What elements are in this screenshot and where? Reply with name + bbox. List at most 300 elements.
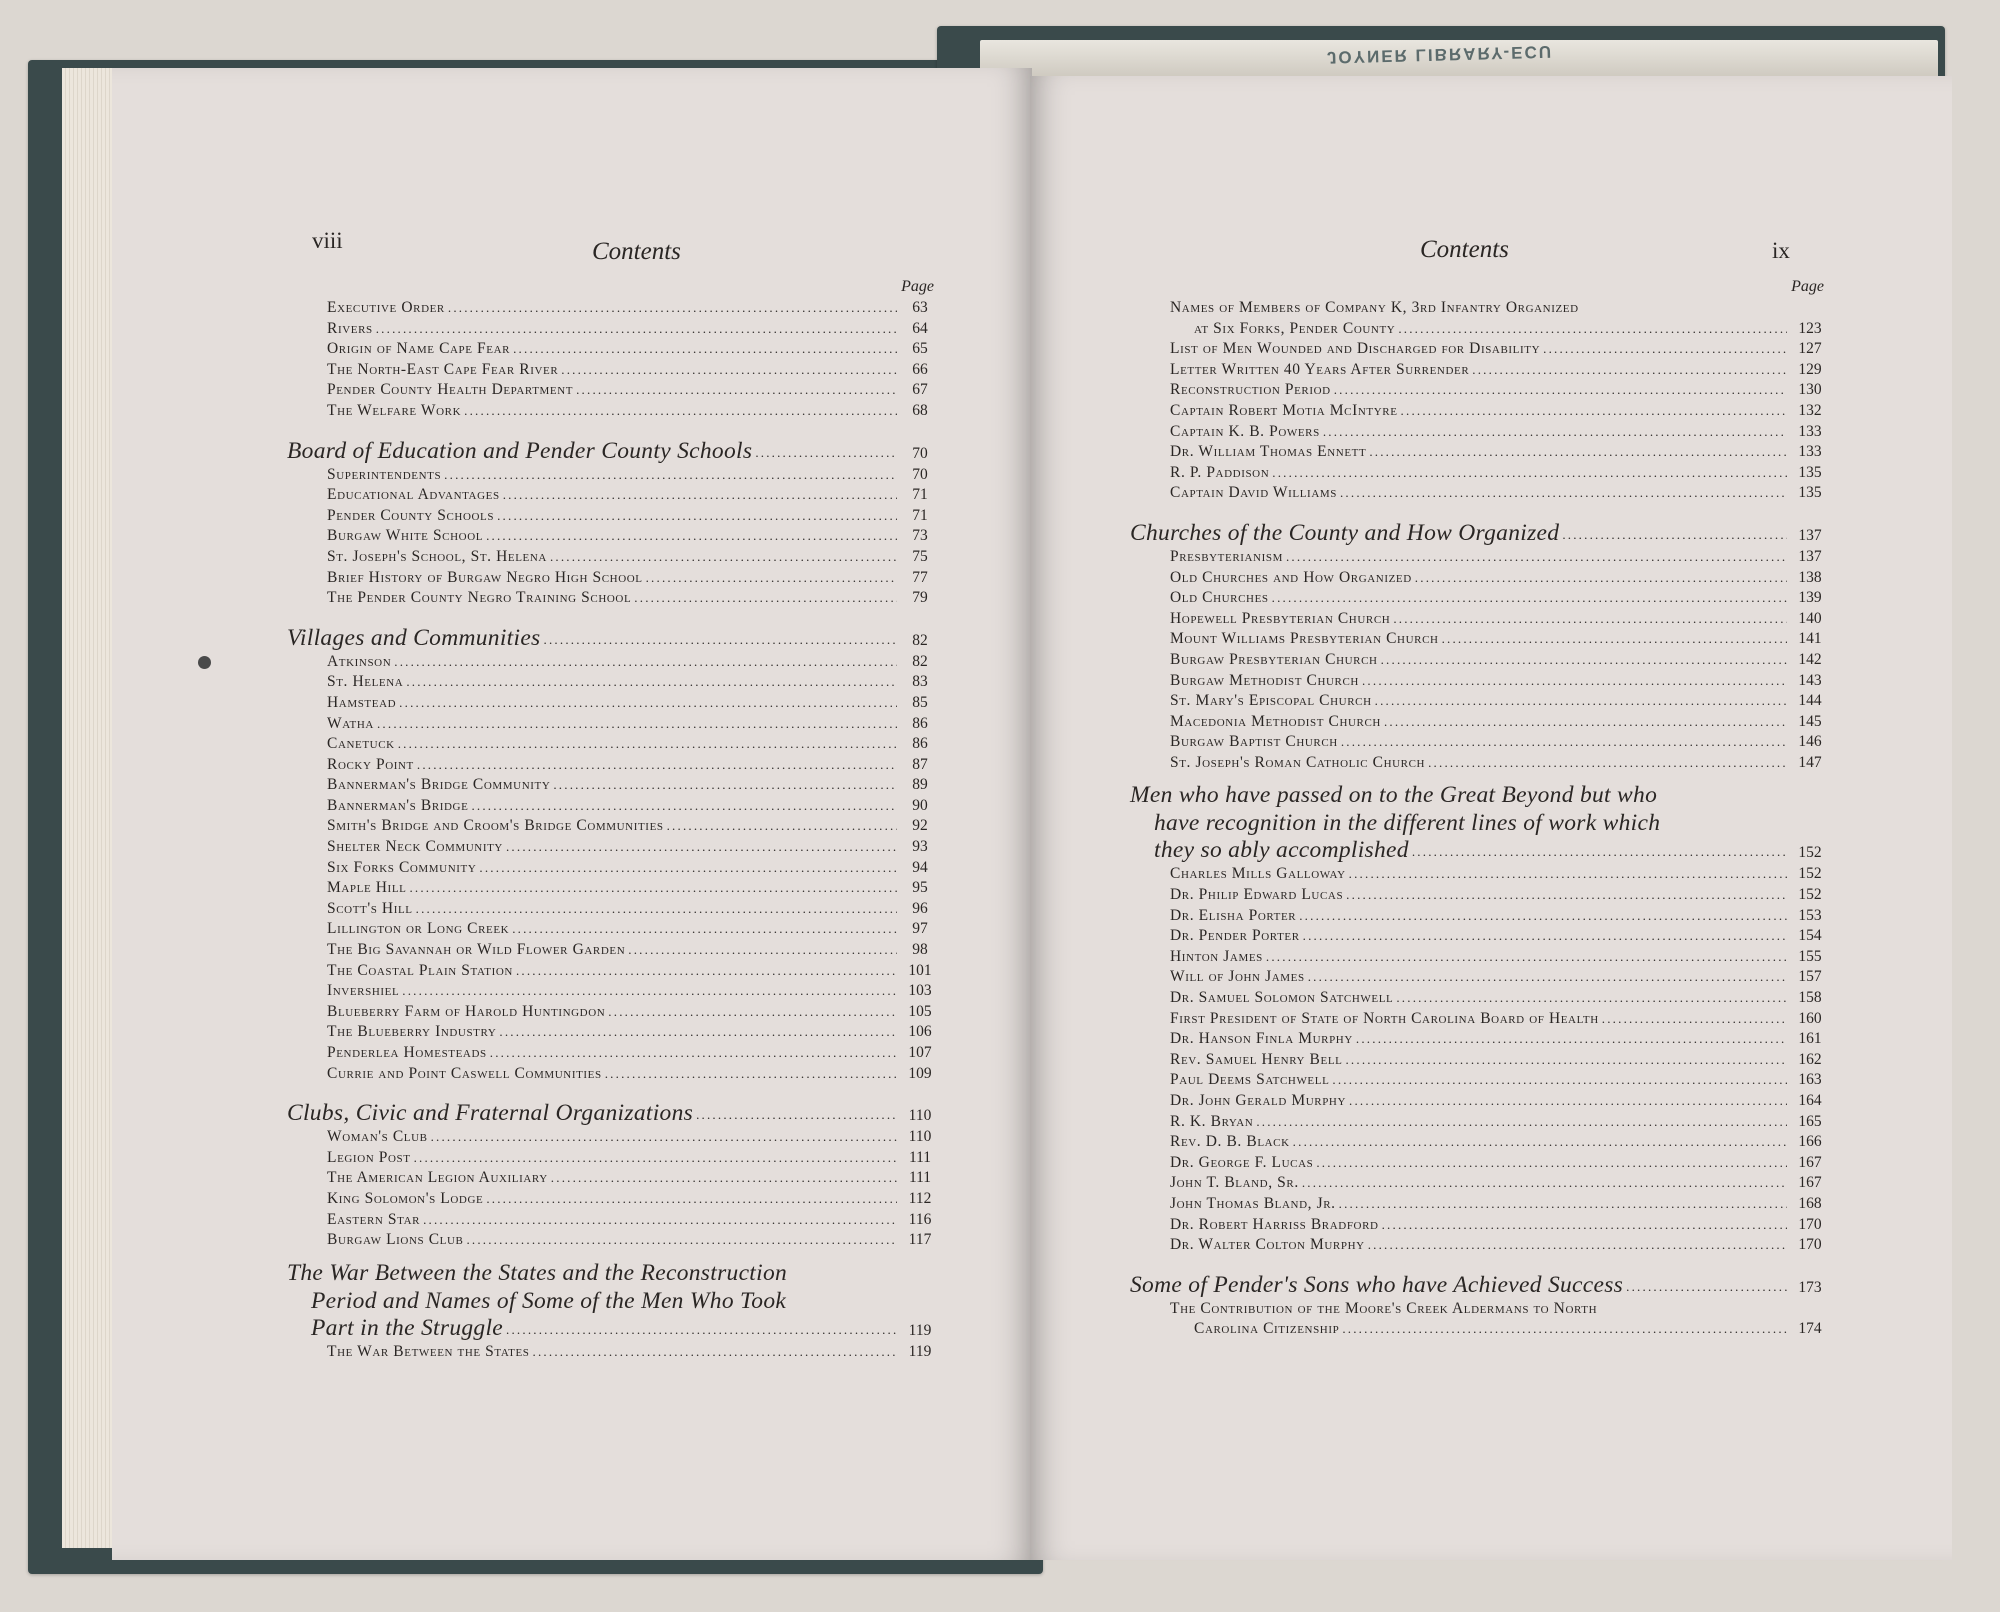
toc-entry: [287, 1148, 940, 1169]
left-page: [112, 68, 1032, 1560]
leader-dots: [544, 632, 897, 648]
toc-entry: [287, 339, 940, 360]
leader-dots: [399, 693, 897, 714]
toc-entry-page: 155: [1798, 947, 1822, 965]
toc-entry-title: Smith's Bridge and Croom's Bridge Communities: [327, 817, 664, 835]
toc-entry: [1130, 906, 1830, 927]
toc-entry-page: 139: [1798, 589, 1822, 607]
page-number-right: ix: [1772, 238, 1790, 263]
section-page: 110: [908, 1107, 932, 1125]
toc-entry-title: St. Helena: [327, 673, 404, 691]
toc-entry: [1130, 380, 1830, 401]
toc-entry-title: St. Joseph's School, St. Helena: [327, 547, 547, 565]
leader-dots: [516, 961, 897, 982]
toc-entry-page: 141: [1798, 630, 1822, 648]
toc-entry: [1130, 1153, 1830, 1174]
leader-dots: [1375, 691, 1787, 712]
toc-entry-title: R. K. Bryan: [1170, 1112, 1254, 1130]
toc-entry: [1130, 319, 1830, 340]
leader-dots: [406, 672, 897, 693]
toc-entry: [287, 734, 940, 755]
toc-entry-page: 82: [912, 652, 928, 670]
toc-entry: [1130, 1235, 1830, 1256]
toc-entry-page: 157: [1798, 968, 1822, 986]
toc-entry-title: Names of Members of Company K, 3rd Infantry Organized: [1170, 299, 1579, 316]
toc-entry: [287, 485, 940, 506]
toc-entry-title: The Blueberry Industry: [327, 1023, 497, 1041]
toc-entry-title: Reconstruction Period: [1170, 381, 1331, 399]
toc-entry-page: 158: [1798, 989, 1822, 1007]
section-page: 70: [912, 444, 928, 462]
toc-entry: [287, 899, 940, 920]
toc-entry-page: 119: [908, 1342, 932, 1360]
leader-dots: [667, 816, 897, 837]
toc-entry-title: Origin of Name Cape Fear: [327, 340, 511, 358]
toc-entry-page: 86: [912, 735, 928, 753]
toc-entry-page: 137: [1798, 547, 1822, 565]
toc-entry-title: Dr. Robert Harriss Bradford: [1170, 1215, 1379, 1233]
toc-entry-title: Dr. George F. Lucas: [1170, 1153, 1314, 1171]
toc-entry-page: 164: [1798, 1092, 1822, 1109]
section-title-line: Men who have passed on to the Great Beyond but who: [1130, 782, 1658, 809]
toc-entry: [287, 1210, 940, 1231]
leader-dots: [409, 878, 897, 899]
toc-entry-title: Scott's Hill: [327, 899, 413, 917]
toc-entry-title: Burgaw Presbyterian Church: [1170, 650, 1378, 668]
toc-entry-title: John Thomas Bland, Jr.: [1170, 1194, 1336, 1212]
leader-dots: [1316, 1153, 1787, 1174]
toc-entry-title: The North-East Cape Fear River: [327, 360, 559, 378]
toc-entry-title: Burgaw Lions Club: [327, 1231, 464, 1249]
leader-dots: [1266, 947, 1787, 968]
section-title: [287, 1093, 940, 1127]
toc-entry: [1130, 988, 1830, 1009]
toc-entry: [287, 547, 940, 568]
leader-dots: [634, 588, 897, 609]
leader-dots: [1302, 1173, 1787, 1194]
toc-entry: [287, 1230, 940, 1251]
toc-entry-page: 132: [1798, 401, 1822, 419]
toc-entry-title: The Welfare Work: [327, 401, 462, 419]
toc-entry: [1130, 1009, 1830, 1030]
toc-entry: [1130, 864, 1830, 885]
toc-entry-title: Hamstead: [327, 693, 397, 711]
toc-entry-page: 129: [1798, 360, 1822, 378]
toc-entry-page: 110: [908, 1128, 932, 1146]
toc-entry-title: R. P. Paddison: [1170, 463, 1270, 481]
toc-entry-page: 63: [912, 299, 928, 316]
toc-entry-page: 68: [912, 401, 928, 419]
leader-dots: [1293, 1132, 1787, 1153]
toc-entry: [1130, 339, 1830, 360]
toc-entry-title: Superintendents: [327, 465, 442, 483]
toc-entry-page: 130: [1798, 381, 1822, 399]
leader-dots: [1345, 1050, 1787, 1071]
toc-entry: [1130, 422, 1830, 443]
section-title-line: The War Between the States and the Reconstruction: [287, 1259, 788, 1286]
toc-entry-page: 71: [912, 486, 928, 504]
leader-dots: [1342, 1319, 1787, 1340]
leader-dots: [499, 1022, 897, 1043]
leader-dots: [490, 1043, 897, 1064]
toc-entry-page: 97: [912, 920, 928, 938]
leader-dots: [448, 298, 897, 319]
toc-entry-title: Burgaw Methodist Church: [1170, 671, 1359, 689]
toc-entry: [287, 837, 940, 858]
toc-entry-title: Blueberry Farm of Harold Huntingdon: [327, 1002, 606, 1020]
toc-entry-page: 64: [912, 319, 928, 337]
toc-entry: [287, 981, 940, 1002]
library-stamp: JOYNER LIBRARY-ECU: [1326, 42, 1554, 67]
toc-entry-title: Atkinson: [327, 652, 392, 670]
toc-entry-title: Dr. Elisha Porter: [1170, 906, 1297, 924]
toc-entry-page: 65: [912, 340, 928, 358]
leader-dots: [1303, 926, 1787, 947]
toc-entry-page: 135: [1798, 463, 1822, 481]
toc-entry-page: 96: [912, 899, 928, 917]
toc-entry: [1130, 1132, 1830, 1153]
section-page: 82: [912, 631, 928, 649]
toc-entry: [1130, 629, 1830, 650]
toc-entry-page: 167: [1798, 1174, 1822, 1192]
leader-dots: [1401, 401, 1787, 422]
section-page: 119: [908, 1321, 932, 1339]
toc-entry: [1130, 1194, 1830, 1215]
leader-dots: [402, 981, 897, 1002]
toc-entry-page: 161: [1798, 1030, 1822, 1048]
toc-entry-title: First President of State of North Carolina Board of Health: [1170, 1009, 1599, 1027]
toc-entry: [1130, 1091, 1830, 1112]
toc-entry: [287, 919, 940, 940]
leader-dots: [561, 360, 897, 381]
leader-dots: [486, 1189, 897, 1210]
toc-entry-title: Dr. William Thomas Ennett: [1170, 443, 1367, 461]
leader-dots: [376, 319, 897, 340]
toc-entry-title: St. Joseph's Roman Catholic Church: [1170, 753, 1426, 771]
leader-dots: [417, 755, 897, 776]
leader-dots: [608, 1002, 897, 1023]
toc-entry-page: 92: [912, 817, 928, 835]
leader-dots: [506, 837, 897, 858]
toc-entry: [287, 380, 940, 401]
toc-entry-title: List of Men Wounded and Discharged for Disability: [1170, 340, 1541, 358]
toc-entry-title: The Big Savannah or Wild Flower Garden: [327, 941, 626, 959]
toc-entry-title: Dr. Philip Edward Lucas: [1170, 886, 1344, 904]
toc-entry-page: 167: [1798, 1153, 1822, 1171]
toc-entry-page: 174: [1798, 1320, 1822, 1338]
leader-dots: [533, 1342, 897, 1363]
toc-entry: [287, 1064, 940, 1085]
toc-entry-page: 152: [1798, 886, 1822, 904]
toc-entry: [287, 1127, 940, 1148]
toc-entry: [1130, 671, 1830, 692]
toc-entry-title: Invershiel: [327, 982, 400, 1000]
leader-dots: [506, 1322, 897, 1338]
toc-entry: [1130, 753, 1830, 774]
toc-entry-title: Six Forks Community: [327, 858, 477, 876]
toc-entry: [1130, 568, 1830, 589]
leader-dots: [1415, 568, 1787, 589]
leader-dots: [416, 899, 897, 920]
toc-entry-title: Hinton James: [1170, 947, 1263, 965]
toc-entry-page: 85: [912, 693, 928, 711]
toc-entry-title: Dr. Walter Colton Murphy: [1170, 1236, 1365, 1254]
toc-entry: [1130, 401, 1830, 422]
toc-entry-title: Macedonia Methodist Church: [1170, 712, 1381, 730]
section-title-text: Part in the Struggle: [311, 1314, 504, 1341]
section-page: 152: [1798, 844, 1822, 862]
toc-entry-page: 67: [912, 381, 928, 399]
toc-entry: [287, 588, 940, 609]
leader-dots: [550, 547, 897, 568]
leader-dots: [1543, 339, 1787, 360]
toc-entry-page: 168: [1798, 1194, 1822, 1212]
toc-entry: [1130, 967, 1830, 988]
leader-dots: [1442, 629, 1787, 650]
toc-entry-title: Rev. D. B. Black: [1170, 1133, 1290, 1151]
toc-entry: [1130, 1299, 1830, 1320]
toc-entry: [287, 652, 940, 673]
toc-entry-page: 94: [912, 858, 928, 876]
toc-entry: [287, 298, 940, 319]
section-title-line: [1130, 837, 1830, 864]
toc-entry-title: Dr. Hanson Finla Murphy: [1170, 1030, 1353, 1048]
leader-dots: [423, 1210, 897, 1231]
toc-entry-page: 117: [908, 1231, 932, 1249]
toc-entry: [287, 878, 940, 899]
toc-entry-title: St. Mary's Episcopal Church: [1170, 692, 1372, 710]
toc-entry: [1130, 463, 1830, 484]
toc-entry-page: 98: [912, 941, 928, 959]
leader-dots: [576, 380, 897, 401]
toc-entry-title: Brief History of Burgaw Negro High School: [327, 568, 643, 586]
toc-entry-title: Dr. John Gerald Murphy: [1170, 1092, 1347, 1109]
toc-entry: [287, 506, 940, 527]
toc-entry-title: The Coastal Plain Station: [327, 961, 513, 979]
toc-entry-title: Charles Mills Galloway: [1170, 865, 1346, 883]
toc-entry-page: 170: [1798, 1215, 1822, 1233]
toc-right: [1130, 278, 1830, 1340]
toc-entry-page: 71: [912, 506, 928, 524]
leader-dots: [1396, 988, 1787, 1009]
toc-entry: [1130, 360, 1830, 381]
toc-entry: [287, 360, 940, 381]
toc-entry-page: 111: [908, 1148, 932, 1166]
leader-dots: [1272, 588, 1787, 609]
toc-entry-title: Currie and Point Caswell Communities: [327, 1064, 602, 1082]
leader-dots: [1349, 1091, 1787, 1112]
toc-entry: [1130, 588, 1830, 609]
toc-entry-page: 109: [908, 1064, 932, 1082]
leader-dots: [479, 858, 897, 879]
leader-dots: [1472, 360, 1787, 381]
toc-entry-title: Captain Robert Motia McIntyre: [1170, 401, 1398, 419]
toc-entry-page: 153: [1798, 906, 1822, 924]
right-page: [1030, 76, 1952, 1560]
toc-entry-page: 112: [908, 1189, 932, 1207]
toc-entry-title: Executive Order: [327, 299, 445, 316]
toc-entry-page: 86: [912, 714, 928, 732]
toc-entry-page: 142: [1798, 650, 1822, 668]
section-page: 137: [1798, 526, 1822, 544]
leader-dots: [1286, 547, 1787, 568]
toc-entry-title: The American Legion Auxiliary: [327, 1169, 548, 1187]
toc-entry-title: The Pender County Negro Training School: [327, 589, 632, 607]
leader-dots: [1334, 380, 1787, 401]
toc-entry-title: John T. Bland, Sr.: [1170, 1174, 1299, 1192]
toc-entry-page: 144: [1798, 692, 1822, 710]
toc-entry-title: Burgaw White School: [327, 527, 484, 545]
toc-entry: [1130, 298, 1830, 319]
toc-entry: [287, 775, 940, 796]
toc-entry-title: Burgaw Baptist Church: [1170, 733, 1338, 751]
leader-dots: [471, 796, 897, 817]
leader-dots: [1332, 1070, 1787, 1091]
toc-entry: [1130, 947, 1830, 968]
leader-dots: [1412, 844, 1787, 860]
toc-entry: [287, 1022, 940, 1043]
leader-dots: [1602, 1009, 1787, 1030]
toc-entry-page: 107: [908, 1044, 932, 1061]
toc-entry-page: 154: [1798, 927, 1822, 945]
toc-entry-page: 163: [1798, 1071, 1822, 1089]
leader-dots: [466, 1230, 897, 1251]
toc-entry: [1130, 1050, 1830, 1071]
toc-entry-page: 103: [908, 982, 932, 1000]
toc-entry: [1130, 1173, 1830, 1194]
leader-dots: [1341, 732, 1787, 753]
leader-dots: [512, 919, 897, 940]
toc-entry-title: Hopewell Presbyterian Church: [1170, 609, 1391, 627]
section-title-text: they so ably accomplished: [1154, 837, 1409, 864]
toc-entry-page: 87: [912, 755, 928, 773]
toc-entry: [1130, 1215, 1830, 1236]
toc-entry-page: 123: [1798, 319, 1822, 337]
toc-left: [287, 278, 940, 1362]
toc-entry: [287, 1168, 940, 1189]
leader-dots: [1256, 1112, 1787, 1133]
toc-entry: [1130, 926, 1830, 947]
section-title-text: Some of Pender's Sons who have Achieved Success: [1130, 1271, 1624, 1298]
toc-entry: [287, 755, 940, 776]
leader-dots: [1384, 712, 1787, 733]
leader-dots: [1323, 422, 1787, 443]
toc-entry-title: Old Churches: [1170, 589, 1269, 607]
toc-entry-page: 101: [908, 961, 932, 979]
toc-entry-page: 105: [908, 1002, 932, 1020]
section-page: 173: [1798, 1278, 1822, 1296]
leader-dots: [1369, 442, 1787, 463]
section-title-text: Clubs, Civic and Fraternal Organizations: [287, 1100, 694, 1127]
toc-entry-title: Lillington or Long Creek: [327, 920, 510, 938]
section-title: [1130, 513, 1830, 547]
toc-entry-page: 135: [1798, 484, 1822, 502]
leader-dots: [486, 526, 897, 547]
toc-entry-page: 133: [1798, 422, 1822, 440]
toc-entry: [287, 672, 940, 693]
toc-entry-title: Dr. Samuel Solomon Satchwell: [1170, 989, 1394, 1007]
leader-dots: [1626, 1279, 1787, 1295]
leader-dots: [1349, 864, 1787, 885]
section-title: [1130, 781, 1830, 864]
toc-entry: [287, 796, 940, 817]
toc-entry-page: 152: [1798, 865, 1822, 883]
leader-dots: [1562, 527, 1787, 543]
toc-entry-title: Rev. Samuel Henry Bell: [1170, 1050, 1343, 1068]
leader-dots: [628, 940, 897, 961]
leader-dots: [1272, 463, 1787, 484]
section-title-line: have recognition in the different lines of work which: [1154, 810, 1661, 837]
toc-entry-title: at Six Forks, Pender County: [1194, 319, 1396, 337]
toc-entry: [1130, 442, 1830, 463]
leader-dots: [431, 1127, 897, 1148]
toc-entry-page: 75: [912, 547, 928, 565]
toc-entry-page: 95: [912, 879, 928, 897]
toc-entry-title: Rivers: [327, 319, 373, 337]
leader-dots: [377, 714, 897, 735]
toc-entry-title: Presbyterianism: [1170, 547, 1283, 565]
leader-dots: [1428, 753, 1787, 774]
toc-entry-page: 127: [1798, 340, 1822, 358]
toc-entry-page: 165: [1798, 1112, 1822, 1130]
section-title-line: Period and Names of Some of the Men Who Took: [311, 1287, 787, 1314]
section-title: [287, 431, 940, 465]
toc-entry: [287, 961, 940, 982]
toc-entry-page: 73: [912, 527, 928, 545]
toc-entry-page: 116: [908, 1210, 932, 1228]
page-header-right: Contents: [1420, 236, 1509, 263]
leader-dots: [444, 465, 897, 486]
toc-entry-page: 106: [908, 1023, 932, 1041]
toc-entry-title: Educational Advantages: [327, 486, 500, 504]
toc-entry-title: Penderlea Homesteads: [327, 1044, 487, 1061]
toc-entry-title: Watha: [327, 714, 374, 732]
toc-entry-page: 166: [1798, 1133, 1822, 1151]
toc-entry-page: 160: [1798, 1009, 1822, 1027]
toc-entry: [1130, 885, 1830, 906]
toc-entry-page: 147: [1798, 753, 1822, 771]
leader-dots: [398, 734, 897, 755]
leader-dots: [414, 1148, 897, 1169]
toc-entry-title: The Contribution of the Moore's Creek Aldermans to North: [1170, 1299, 1598, 1317]
toc-entry-title: Captain David Williams: [1170, 484, 1337, 502]
toc-entry-title: Bannerman's Bridge: [327, 796, 469, 814]
toc-entry: [1130, 1029, 1830, 1050]
leader-dots: [1339, 1194, 1787, 1215]
toc-entry-page: 145: [1798, 712, 1822, 730]
leader-dots: [503, 485, 897, 506]
leader-dots: [513, 339, 897, 360]
section-title: [287, 618, 940, 652]
page-column-label: Page: [1791, 278, 1824, 295]
toc-entry-title: Old Churches and How Organized: [1170, 568, 1412, 586]
toc-entry-page: 133: [1798, 443, 1822, 461]
page-mark: [198, 656, 211, 669]
leader-dots: [497, 506, 897, 527]
leader-dots: [1362, 671, 1787, 692]
toc-entry-page: 170: [1798, 1236, 1822, 1254]
toc-entry-page: 111: [908, 1169, 932, 1187]
toc-entry-title: Rocky Point: [327, 755, 414, 773]
page-header-left: Contents: [592, 238, 681, 265]
page-number-left: viii: [312, 228, 343, 253]
toc-entry-title: The War Between the States: [327, 1342, 530, 1360]
toc-entry: [1130, 732, 1830, 753]
toc-entry: [1130, 1112, 1830, 1133]
toc-entry-page: 146: [1798, 733, 1822, 751]
toc-entry: [287, 1043, 940, 1064]
toc-entry-page: 66: [912, 360, 928, 378]
